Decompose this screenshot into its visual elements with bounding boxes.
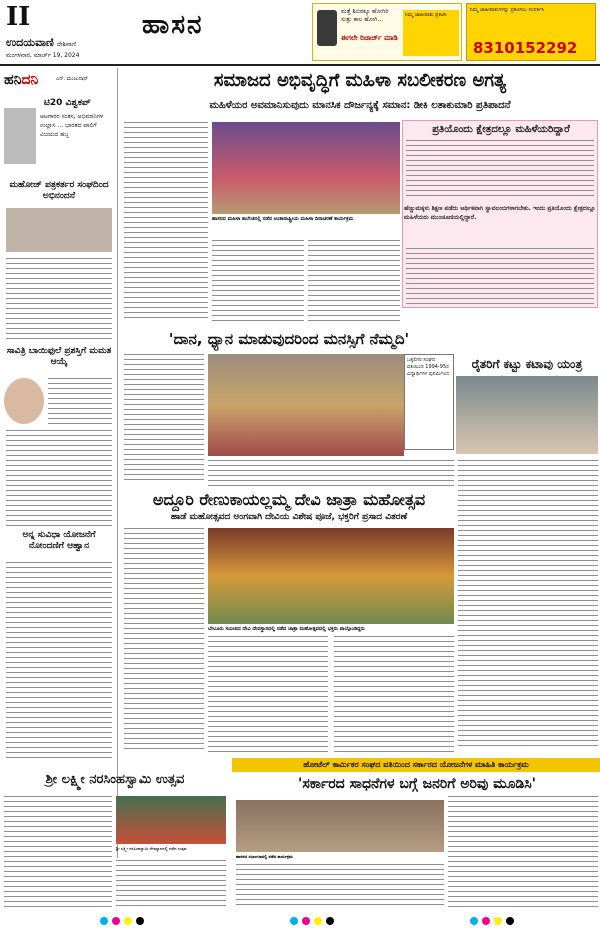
story4-subhead: ಹಾಡೆ ಮಹೋತ್ಸವದ ಅಂಗವಾಗಿ ದೇವಿಯ ವಿಶೇಷ ಪೂಜೆ, ಭಕ್ತರಿಗೆ ಪ್ರಸಾದ ವಿತರಣೆ	[170, 512, 408, 522]
story3-headline: ರೈತರಿಗೆ ಕಟ್ಟು ಕಟಾವು ಯಂತ್ರ	[471, 357, 583, 371]
left-headline-2: ಸಾವಿತ್ರಿ ಬಾಯಿಫುಲೆ ಪ್ರಶಸ್ತಿಗೆ ಮಮತ ಆಯ್ಕೆ	[6, 346, 112, 367]
main-body-text	[212, 240, 304, 324]
story4-body-text	[208, 636, 328, 752]
story2-body-text	[208, 460, 454, 486]
yellow-mark-icon	[494, 917, 502, 925]
poet-photo	[4, 108, 36, 164]
advertisement-contact[interactable]	[466, 3, 596, 61]
sidebar-text	[406, 140, 594, 200]
column-title	[4, 72, 38, 88]
edition: ದೇಶಿವಾಣಿ	[56, 41, 77, 48]
sidebar-headline: ಪ್ರತಿಯೊಂದು ಕ್ಷೇತ್ರದಲ್ಲೂ ಮಹಿಳೆಯರಿದ್ದಾರೆ	[432, 124, 570, 135]
main-photo-caption: ಹಾಸನದ ಮಹಿಳಾ ಕಾಲೇಜಿನಲ್ಲಿ ನಡೆದ ಅಂತಾರಾಷ್ಟ್ರೀಯ ಮಹಿಳಾ ದಿನಾಚರಣೆ ಕಾರ್ಯಕ್ರಮ	[212, 216, 354, 222]
story4-headline: ಅದ್ದೂರಿ ರೇಣುಕಾಯಲ್ಲಮ್ಮ ದೇವಿ ಜಾತ್ರಾ ಮಹೋತ್ಸವ	[152, 490, 426, 509]
masthead	[0, 0, 600, 66]
poem-title: ಟಿ20 ವಿಶ್ವಕಪ್	[44, 98, 91, 108]
body-text	[48, 378, 112, 426]
story4-caption: ಬೇಲೂರು ಸಮೀಪದ ದೇವಿ ದೇವಸ್ಥಾನದಲ್ಲಿ ನಡೆದ ಜಾತ್ರಾ ಮಹೋತ್ಸವದಲ್ಲಿ ಭಕ್ತರು ಪಾಲ್ಗೊಂಡಿದ್ದರು	[208, 626, 365, 632]
left-headline-3: ಅನ್ನ ಸುವಿಧಾ ಯೋಜನೆಗೆ ನೋಂದಣಿಗೆ ಆಹ್ವಾನ	[22, 530, 96, 551]
black-mark-icon	[326, 917, 334, 925]
page-number: II	[6, 2, 31, 32]
meeting-photo	[236, 800, 444, 852]
story2-info: ಒಕ್ಕಲಿಗರ ಸಂಘದ ವತಿಯಿಂದ 1994-95ರ ವಿದ್ಯಾರ್ಥಿಗಳ ಪುನರ್ಮಿಲನ	[404, 354, 454, 450]
main-photo	[212, 122, 400, 214]
main-body-text	[124, 122, 208, 322]
advertisement-recharge[interactable]	[312, 3, 462, 61]
award-portrait	[4, 378, 44, 424]
story2-photo	[208, 354, 404, 456]
print-marks	[0, 914, 600, 928]
story4-body-text	[334, 636, 454, 752]
column-title-dani: ದನಿ	[21, 72, 39, 88]
main-subhead: ಮಹಿಳೆಯರ ಅವಮಾನಿಸುವುದು ಮಾನಸಿಕ ದೌರ್ಜನ್ಯಕ್ಕೆ ಸಮಾನ: ಡೀಕಿ ಲತಾಕುಮಾರಿ ಪ್ರತಿಪಾದನೆ	[209, 100, 511, 111]
body-text	[6, 258, 112, 342]
yellow-mark-icon	[314, 917, 322, 925]
temple-caption: ಶ್ರೀ ಲಕ್ಷ್ಮೀ ನರಸಿಂಹಸ್ವಾಮಿ ದೇವಸ್ಥಾನದಲ್ಲಿ ನಡೆದ ಉತ್ಸವ	[116, 846, 187, 851]
bottom-left-body	[4, 796, 112, 908]
sidebar-quote: ಹೆಣ್ಣುಮಕ್ಕಳು ಶಿಕ್ಷಣ ಪಡೆದು ಆರ್ಥಿಕವಾಗಿ ಸ್ವಾವಲಂಬಿಗಳಾಗಬೇಕು. ಇಂದು ಪ್ರತಿಯೊಂದು ಕ್ಷೇತ್ರದಲ್ಲೂ ಮಹಿಳೆಯರು ಮುಂಚೂಣಿಯಲ್ಲಿದ್ದಾರೆ.	[404, 205, 596, 221]
ad1-brand: ಈಗಲೇ ರಿಚಾರ್ಜ್ ಮಾಡಿ	[341, 34, 398, 42]
magenta-mark-icon	[112, 917, 120, 925]
phone-icon	[317, 10, 337, 46]
bottom-left-headline: ಶ್ರೀ ಲಕ್ಷ್ಮೀ ನರಸಿಂಹಸ್ವಾಮಿ ಉತ್ಸವ	[45, 772, 185, 787]
bottom-left-body	[116, 860, 226, 908]
ad2-text: ನಿಮ್ಮ ಜಾಹೀರಾತುಗಳನ್ನು ಪ್ರಕಟಿಸಲು ಸಂಪರ್ಕಿಸಿ	[470, 7, 545, 13]
ad1-text: ಮತ್ತೆ ಶಿಬಿರಕ್ಕೂ ಹೋಗಿರಿ ಸುತ್ತು ಕಾಲ ಹೋಗಿ...	[341, 8, 389, 23]
cyan-mark-icon	[100, 917, 108, 925]
meeting-caption: ಹಾಸನದ ಸಭಾಂಗಣದಲ್ಲಿ ನಡೆದ ಕಾರ್ಯಕ್ರಮ	[236, 854, 293, 859]
bottom-right-headline: 'ಸರ್ಕಾರದ ಸಾಧನೆಗಳ ಬಗ್ಗೆ ಜನರಿಗೆ ಅರಿವು ಮೂಡಿಸಿ'	[298, 776, 536, 792]
group-photo	[6, 208, 112, 252]
story3-photo	[456, 376, 598, 454]
ad2-phone: 8310152292	[473, 39, 578, 57]
byline: ಎನ್. ಮಂಜುನಾಥ್	[56, 76, 89, 82]
body-text	[6, 562, 112, 762]
left-headline-1: ಮಹೋಜ್ ಪತ್ರಕರ್ತರ ಸಂಘದಿಂದ ಅಭಿನಂದನೆ	[9, 180, 109, 201]
body-text	[6, 430, 112, 526]
cyan-mark-icon	[470, 917, 478, 925]
issue-date: ಮಂಗಳವಾರ, ಮಾರ್ಚ್ 19, 2024	[6, 52, 80, 59]
story4-body-text	[124, 528, 204, 752]
temple-photo	[116, 796, 226, 844]
newspaper-name	[6, 36, 76, 50]
poem-text: ಆಟಗಾರರ ಸಂತಸ, ಅಭಿಮಾನಿಗಳ ಉಲ್ಲಾಸ ... ಭಾರತದ ಪಾಲಿಗೆ ವಿಜಯದ ಹಬ್ಬ	[40, 113, 104, 138]
main-body-text	[308, 240, 400, 324]
story3-body-text	[458, 460, 598, 750]
cyan-mark-icon	[290, 917, 298, 925]
yellow-mark-icon	[124, 917, 132, 925]
magenta-mark-icon	[302, 917, 310, 925]
story4-photo	[208, 528, 454, 624]
main-headline: ಸಮಾಜದ ಅಭಿವೃದ್ಧಿಗೆ ಮಹಿಳಾ ಸಬಲೀಕರಣ ಅಗತ್ಯ	[213, 70, 507, 91]
ad1-side: ನಿಮ್ಮ ಜಾಹೀರಾತು ಪ್ರಕಟಿಸಿ	[403, 10, 459, 56]
left-column	[0, 68, 118, 858]
column-title-hani: ಹನಿ	[4, 72, 22, 88]
magenta-mark-icon	[482, 917, 490, 925]
sidebar-text	[406, 248, 594, 304]
newspaper-title: ಉದಯವಾಣಿ	[6, 36, 54, 49]
bottom-right-body	[236, 864, 444, 908]
story2-headline: 'ದಾನ, ಧ್ಯಾನ ಮಾಡುವುದರಿಂದ ಮನಸ್ಸಿಗೆ ನೆಮ್ಮದಿ'	[168, 330, 410, 348]
black-mark-icon	[136, 917, 144, 925]
bottom-band: ಹೋಟೆಲ್ ಕಾರ್ಮಿಕರ ಸಂಘದ ವತಿಯಿಂದ ಸರ್ಕಾರದ ಯೋಜನೆಗಳ ಮಾಹಿತಿ ಕಾರ್ಯಕ್ರಮ	[232, 758, 600, 772]
black-mark-icon	[506, 917, 514, 925]
section-title: ಹಾಸನ	[142, 10, 204, 40]
bottom-right-body	[448, 796, 598, 908]
story2-body-text	[124, 354, 204, 484]
